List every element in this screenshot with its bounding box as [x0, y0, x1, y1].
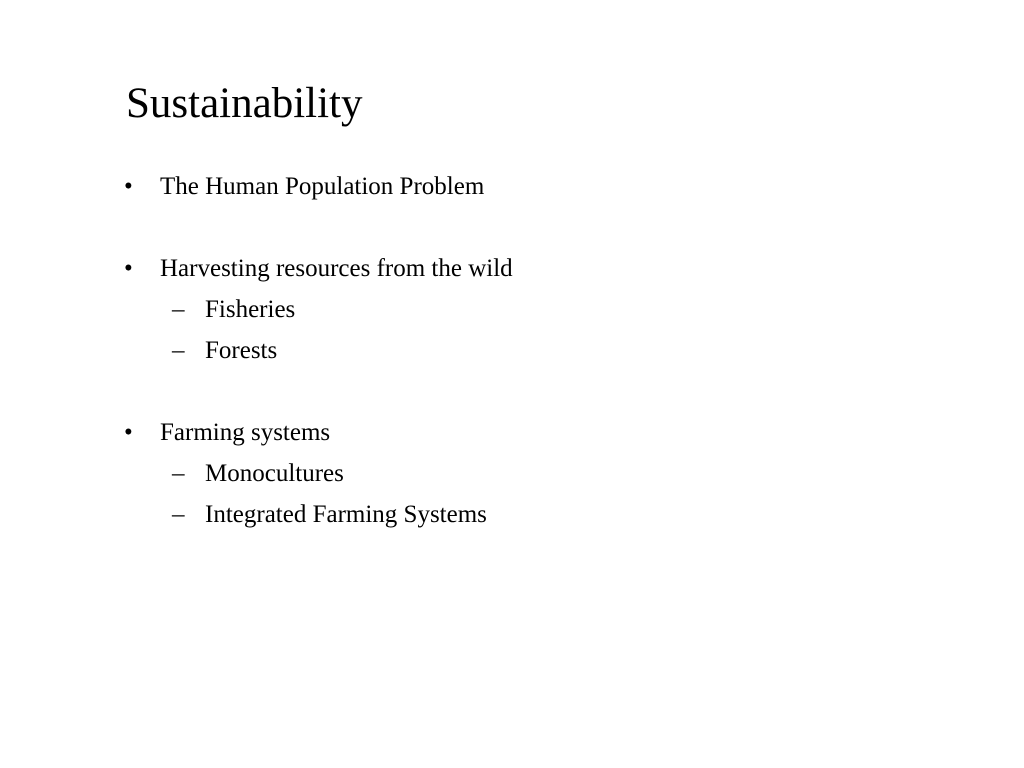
- sub-bullet-text: Integrated Farming Systems: [205, 501, 487, 528]
- sub-bullet-list: [118, 453, 513, 535]
- bullet-list: [118, 166, 513, 535]
- dash-icon: –: [172, 501, 185, 528]
- sub-bullet-text: Fisheries: [205, 296, 296, 323]
- sub-bullet-text: Forests: [205, 337, 278, 364]
- bullet-text: Harvesting resources from the wild: [160, 255, 513, 282]
- bullet-icon: •: [124, 419, 133, 446]
- sub-bullet-item: [168, 330, 513, 371]
- bullet-item: [118, 412, 513, 535]
- bullet-text: Farming systems: [160, 419, 331, 446]
- bullet-icon: •: [124, 173, 133, 200]
- sub-bullet-item: [168, 453, 513, 494]
- dash-icon: –: [172, 337, 185, 364]
- sub-bullet-list: [118, 289, 513, 371]
- bullet-icon: •: [124, 255, 133, 282]
- bullet-item: [118, 166, 513, 207]
- sub-bullet-item: [168, 494, 513, 535]
- slide-title: Sustainability: [126, 80, 363, 127]
- dash-icon: –: [172, 296, 185, 323]
- dash-icon: –: [172, 460, 185, 487]
- bullet-item: [118, 248, 513, 371]
- sub-bullet-item: [168, 289, 513, 330]
- sub-bullet-text: Monocultures: [205, 460, 344, 487]
- bullet-text: The Human Population Problem: [160, 173, 485, 200]
